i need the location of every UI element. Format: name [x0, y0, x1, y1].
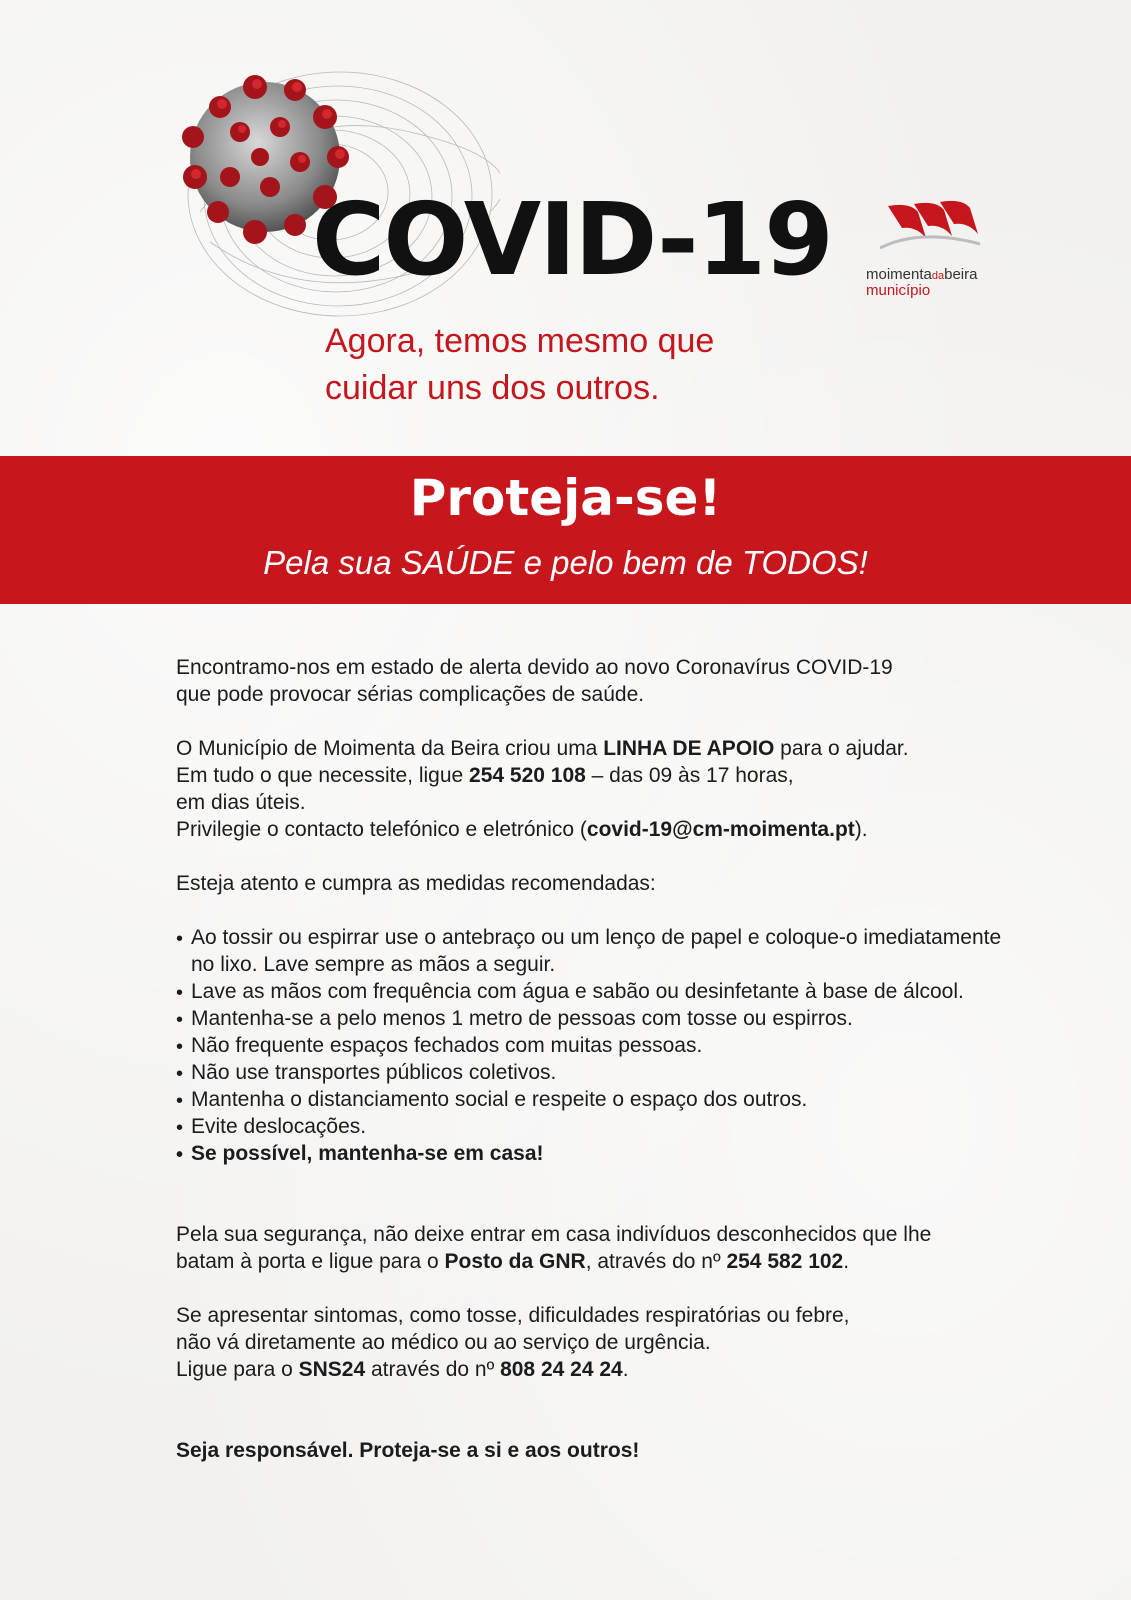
list-item: • Lave as mãos com frequência com água e sabão ou desinfetante à base de álcool.	[176, 978, 1016, 1005]
measures-list	[176, 924, 1016, 1167]
banner-title: Proteja-se!	[409, 469, 722, 527]
logo-subtitle: município	[866, 282, 931, 299]
closing-statement: Seja responsável. Proteja-se a si e aos outros!	[176, 1439, 640, 1462]
list-item: • Não frequente espaços fechados com muitas pessoas.	[176, 1032, 1016, 1059]
logo-mark-icon	[880, 198, 990, 258]
measures-intro: Esteja atento e cumpra as medidas recomendadas:	[176, 872, 656, 895]
support-line-4: Privilegie o contacto telefónico e eletrónico (covid-19@cm-moimenta.pt).	[176, 818, 868, 841]
tagline	[325, 318, 714, 412]
support-line-2: Em tudo o que necessite, ligue 254 520 108 – das 09 às 17 horas,	[176, 764, 794, 787]
sns-line-2: não vá diretamente ao médico ou ao serviço de urgência.	[176, 1331, 711, 1354]
support-phone: 254 520 108	[469, 764, 586, 787]
list-item: • Ao tossir ou espirrar use o antebraço ou um lenço de papel e coloque-o imediatamente no lixo. Lave sempre as mãos a seguir.	[176, 924, 1016, 978]
list-item: • Se possível, mantenha-se em casa!	[176, 1140, 1016, 1167]
list-item: • Mantenha-se a pelo menos 1 metro de pessoas com tosse ou espirros.	[176, 1005, 1016, 1032]
list-item: • Evite deslocações.	[176, 1113, 1016, 1140]
municipality-logo	[862, 198, 1002, 303]
body-text	[176, 654, 1016, 1464]
sns-line-1: Se apresentar sintomas, como tosse, dificuldades respiratórias ou febre,	[176, 1304, 850, 1327]
tagline-line-2: cuidar uns dos outros.	[325, 369, 660, 407]
list-item: • Não use transportes públicos coletivos.	[176, 1059, 1016, 1086]
gnr-phone: 254 582 102	[726, 1250, 844, 1273]
support-line-3: em dias úteis.	[176, 791, 306, 814]
sns-phone: 808 24 24 24	[500, 1358, 623, 1381]
page-title: COVID-19	[312, 181, 832, 298]
gnr-line-1: Pela sua segurança, não deixe entrar em casa indivíduos desconhecidos que lhe	[176, 1223, 932, 1246]
logo-name: moimentadabeira	[866, 266, 978, 283]
intro-line-2: que pode provocar sérias complicações de saúde.	[176, 683, 645, 706]
intro-line-1: Encontramo-nos em estado de alerta devido ao novo Coronavírus COVID-19	[176, 656, 893, 679]
red-banner	[0, 456, 1131, 604]
sns-line-3: Ligue para o SNS24 através do nº 808 24 24 24.	[176, 1358, 629, 1381]
banner-subtitle: Pela sua SAÚDE e pelo bem de TODOS!	[263, 544, 868, 581]
gnr-line-2: batam à porta e ligue para o Posto da GNR, através do nº 254 582 102.	[176, 1250, 850, 1273]
support-email: covid-19@cm-moimenta.pt	[586, 818, 855, 841]
list-item: • Mantenha o distanciamento social e respeite o espaço dos outros.	[176, 1086, 1016, 1113]
support-line-1: O Município de Moimenta da Beira criou uma LINHA DE APOIO para o ajudar.	[176, 737, 909, 760]
tagline-line-1: Agora, temos mesmo que	[325, 322, 715, 360]
